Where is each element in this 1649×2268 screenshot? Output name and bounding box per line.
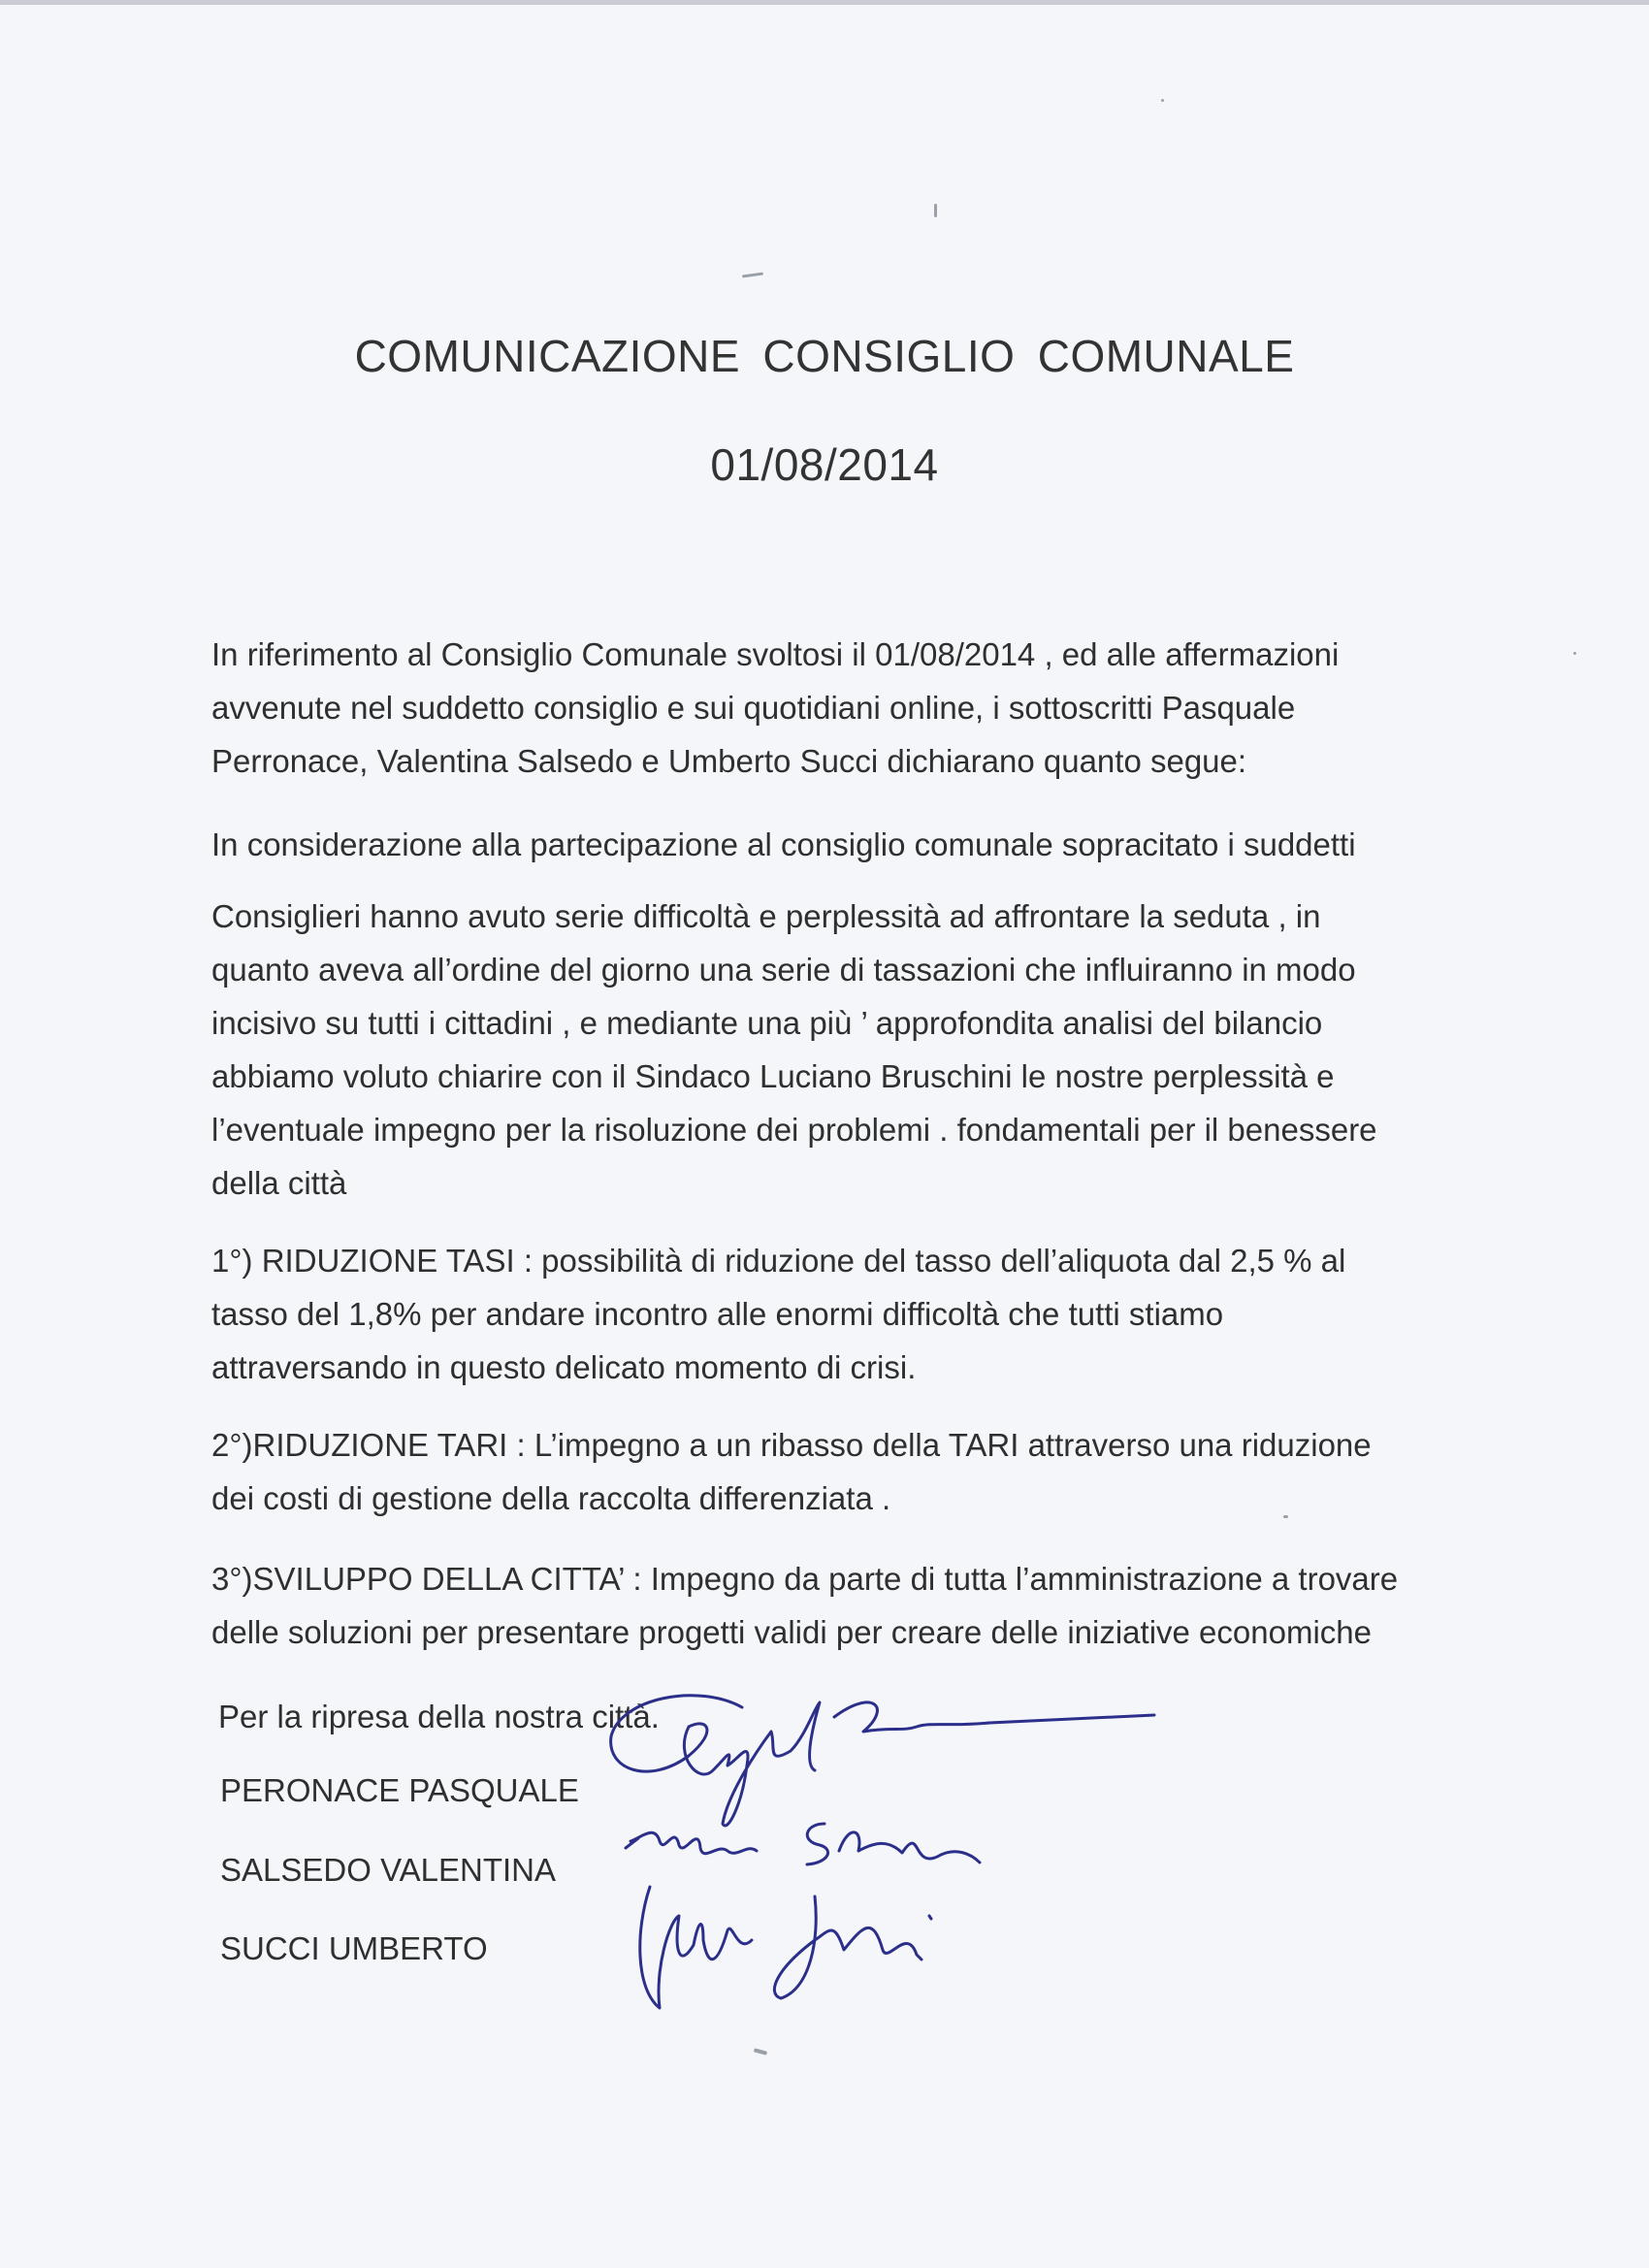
text-line: Consiglieri hanno avuto serie difficoltà e perplessità ad affrontare la seduta , in	[211, 898, 1321, 934]
text-line: l’eventuale impegno per la risoluzione dei problemi . fondamentali per il benessere	[211, 1112, 1377, 1148]
text-line: dei costi di gestione della raccolta differenziata .	[211, 1480, 891, 1516]
document-date: 01/08/2014	[710, 439, 939, 490]
scan-edge	[0, 0, 1649, 5]
text-line: avvenute nel suddetto consiglio e sui quotidiani online, i sottoscritti Pasquale	[211, 690, 1296, 726]
text-line: 2°)RIDUZIONE TARI : L’impegno a un ribasso della TARI attraverso una riduzione	[211, 1427, 1372, 1463]
text-line: 1°) RIDUZIONE TASI : possibilità di riduzione del tasso dell’aliquota dal 2,5 % al	[211, 1243, 1346, 1279]
signature-peronace	[611, 1696, 1154, 1826]
text-line: tasso del 1,8% per andare incontro alle enormi difficoltà che tutti stiamo	[211, 1296, 1224, 1332]
text-line: incisivo su tutti i cittadini , e mediante una più ’ approfondita analisi del bilancio	[211, 1005, 1323, 1041]
text-line: quanto aveva all’ordine del giorno una serie di tassazioni che influiranno in modo	[211, 952, 1356, 988]
point-tasi	[211, 1234, 1531, 1394]
text-line: In considerazione alla partecipazione al consiglio comunale sopracitato i suddetti	[211, 826, 1356, 862]
text-line: In riferimento al Consiglio Comunale svoltosi il 01/08/2014 , ed alle affermazioni	[211, 636, 1340, 672]
signatory-peronace: PERONACE PASQUALE	[220, 1772, 579, 1808]
signature-salsedo	[626, 1824, 980, 1864]
text-line: 3°)SVILUPPO DELLA CITTA’ : Impegno da parte di tutta l’amministrazione a trovare	[211, 1561, 1399, 1597]
text-line: Perronace, Valentina Salsedo e Umberto Succi dichiarano quanto segue:	[211, 743, 1247, 779]
scan-speck	[754, 2048, 768, 2055]
scan-speck	[742, 272, 763, 277]
scan-speck	[934, 204, 937, 217]
scan-speck	[1161, 99, 1164, 102]
signatory-salsedo: SALSEDO VALENTINA	[220, 1852, 557, 1888]
text-line: Per la ripresa della nostra città.	[218, 1699, 660, 1734]
point-tari	[211, 1418, 1531, 1525]
text-line: delle soluzioni per presentare progetti validi per creare delle iniziative economiche	[211, 1614, 1372, 1650]
text-line: attraversando in questo delicato momento di crisi.	[211, 1349, 917, 1385]
text-line: della città	[211, 1165, 347, 1201]
intro-paragraph	[211, 628, 1531, 788]
body-paragraph	[211, 890, 1531, 1210]
scan-speck	[1573, 652, 1576, 655]
signature-succi	[640, 1887, 931, 2008]
point-sviluppo	[211, 1552, 1531, 1659]
text-line: abbiamo voluto chiarire con il Sindaco Luciano Bruschini le nostre perplessità e	[211, 1058, 1335, 1094]
signatory-succi: SUCCI UMBERTO	[220, 1930, 488, 1966]
document-title: COMUNICAZIONE CONSIGLIO COMUNALE	[354, 331, 1295, 381]
consideration-paragraph	[211, 818, 1531, 871]
handwritten-signatures	[582, 1678, 1164, 2047]
